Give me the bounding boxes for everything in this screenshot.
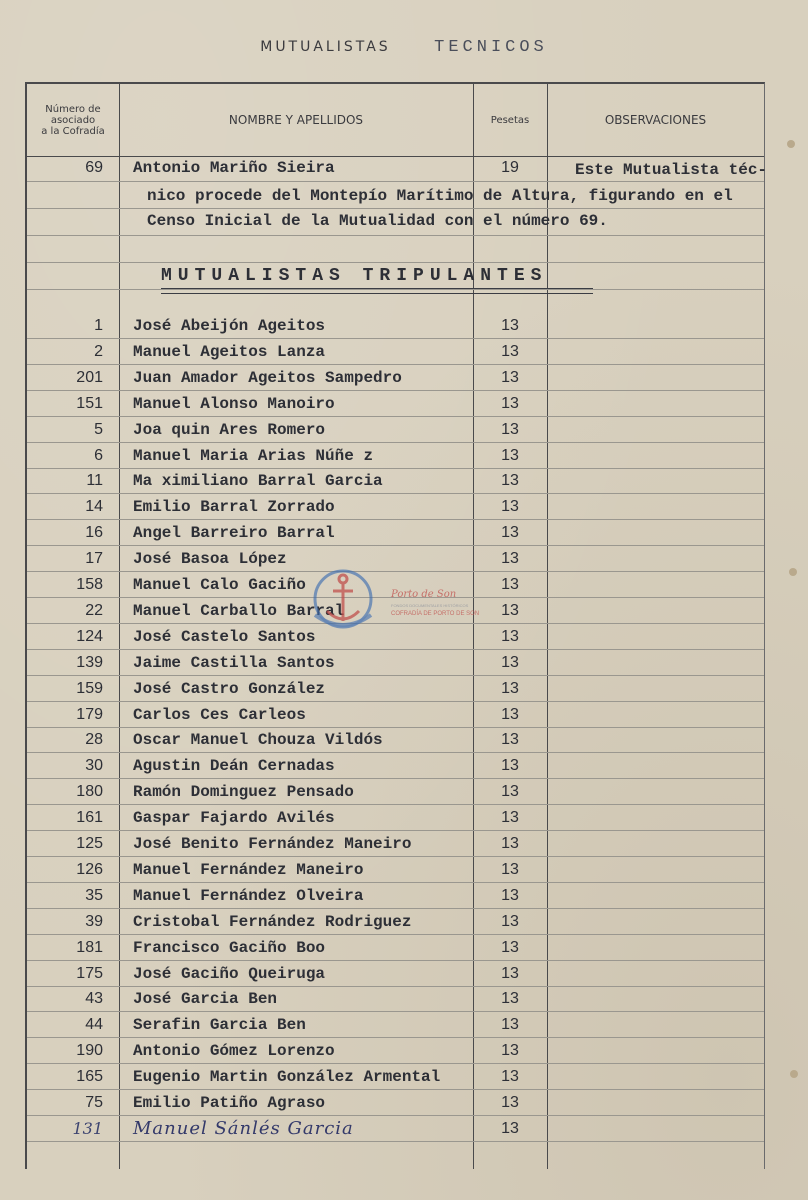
ruled-line bbox=[27, 181, 764, 182]
stamp-text-title: Porto de Son bbox=[391, 589, 457, 600]
member-name: Gaspar Fajardo Avilés bbox=[133, 809, 335, 828]
member-number: 165 bbox=[76, 1068, 103, 1086]
page-header bbox=[0, 38, 808, 57]
ruled-line bbox=[27, 701, 764, 702]
member-number: 1 bbox=[94, 317, 103, 334]
member-pesetas: 13 bbox=[501, 679, 519, 697]
ruled-line bbox=[27, 986, 764, 987]
ruled-line bbox=[27, 208, 764, 209]
member-name: Cristobal Fernández Rodriguez bbox=[133, 912, 412, 931]
member-number: 22 bbox=[85, 601, 103, 619]
header-number: Número de asociado a la Cofradía bbox=[41, 103, 105, 137]
member-pesetas: 13 bbox=[501, 368, 519, 386]
ruled-line bbox=[27, 364, 764, 365]
member-pesetas: 13 bbox=[501, 757, 519, 775]
member-number: 43 bbox=[85, 990, 103, 1008]
header-rule bbox=[27, 156, 764, 157]
column-divider bbox=[547, 84, 548, 1169]
member-pesetas: 13 bbox=[501, 886, 519, 904]
tecnico-number: 69 bbox=[85, 159, 103, 176]
member-pesetas: 13 bbox=[501, 576, 519, 593]
header-observations: OBSERVACIONES bbox=[604, 113, 707, 127]
member-number: 126 bbox=[76, 860, 103, 878]
member-pesetas: 13 bbox=[501, 705, 519, 723]
member-name: Angel Barreiro Barral bbox=[133, 524, 335, 543]
member-name: Oscar Manuel Chouza Vildós bbox=[133, 731, 383, 750]
paper-mark bbox=[787, 140, 795, 148]
member-number: 14 bbox=[85, 498, 103, 516]
header-name: NOMBRE Y APELLIDOS bbox=[228, 113, 364, 127]
paper-mark bbox=[789, 568, 797, 576]
member-number: 39 bbox=[85, 912, 103, 930]
member-number: 201 bbox=[76, 368, 103, 386]
member-name: José Garcia Ben bbox=[133, 990, 278, 1009]
member-pesetas: 13 bbox=[501, 472, 519, 490]
member-name: Manuel Maria Arias Núñe z bbox=[133, 446, 374, 465]
member-name: Joa quin Ares Romero bbox=[133, 420, 326, 439]
ruled-line bbox=[27, 675, 764, 676]
member-name: Emilio Barral Zorrado bbox=[133, 498, 335, 517]
anchor-icon bbox=[327, 575, 359, 621]
ruled-line bbox=[27, 1115, 764, 1116]
member-name: José Gaciño Queiruga bbox=[133, 964, 326, 983]
member-number: 181 bbox=[76, 938, 103, 956]
member-number: 35 bbox=[85, 886, 103, 904]
member-number: 179 bbox=[76, 705, 103, 723]
ruled-line bbox=[27, 934, 764, 935]
member-number: 190 bbox=[76, 1042, 103, 1060]
ruled-line bbox=[27, 752, 764, 753]
member-number: 158 bbox=[76, 576, 103, 593]
ruled-line bbox=[27, 338, 764, 339]
member-number: 6 bbox=[94, 446, 103, 464]
member-pesetas: 13 bbox=[501, 653, 519, 671]
member-number: 180 bbox=[76, 783, 103, 801]
member-name: Manuel Sánlés Garcia bbox=[133, 1117, 354, 1139]
ruled-line bbox=[27, 1037, 764, 1038]
typed-title: TECNICOS bbox=[434, 38, 548, 57]
member-pesetas: 13 bbox=[501, 835, 519, 852]
member-number: 161 bbox=[76, 809, 103, 827]
member-number: 75 bbox=[85, 1094, 103, 1111]
member-number: 125 bbox=[76, 835, 103, 852]
ruled-line bbox=[27, 416, 764, 417]
printed-title: MUTUALISTAS bbox=[260, 39, 391, 55]
member-name: Manuel Fernández Olveira bbox=[133, 886, 364, 905]
member-pesetas: 13 bbox=[501, 860, 519, 878]
member-number: 159 bbox=[76, 679, 103, 697]
member-number: 151 bbox=[76, 394, 103, 412]
member-number: 30 bbox=[85, 757, 103, 775]
member-name: Eugenio Martin González Armental bbox=[133, 1068, 441, 1087]
member-pesetas: 13 bbox=[501, 524, 519, 542]
member-pesetas: 13 bbox=[501, 809, 519, 827]
ruled-line bbox=[27, 390, 764, 391]
header-pesetas: Pesetas bbox=[490, 114, 530, 126]
member-pesetas: 13 bbox=[501, 342, 519, 360]
member-name: Serafin Garcia Ben bbox=[133, 1016, 306, 1035]
tecnico-name: Antonio Mariño Sieira bbox=[133, 159, 335, 177]
member-name: Carlos Ces Carleos bbox=[133, 705, 306, 724]
member-name: José Castro González bbox=[133, 679, 326, 698]
member-name: Agustin Deán Cernadas bbox=[133, 757, 335, 776]
archive-stamp bbox=[305, 555, 495, 650]
member-pesetas: 13 bbox=[501, 1042, 519, 1060]
member-name: Francisco Gaciño Boo bbox=[133, 938, 326, 957]
member-pesetas: 13 bbox=[501, 990, 519, 1008]
member-pesetas: 13 bbox=[501, 912, 519, 930]
member-name: Manuel Alonso Manoiro bbox=[133, 394, 335, 413]
member-name: Antonio Gómez Lorenzo bbox=[133, 1042, 335, 1061]
member-name: Ma ximiliano Barral Garcia bbox=[133, 472, 383, 491]
member-number: 2 bbox=[94, 342, 103, 360]
member-pesetas: 13 bbox=[501, 627, 519, 645]
ruled-line bbox=[27, 1011, 764, 1012]
member-name: José Basoa López bbox=[133, 550, 287, 569]
member-name: José Abeijón Ageitos bbox=[133, 317, 326, 335]
ruled-line bbox=[27, 1141, 764, 1142]
ruled-line bbox=[27, 856, 764, 857]
member-number: 5 bbox=[94, 420, 103, 438]
member-number: 124 bbox=[76, 627, 103, 645]
member-pesetas: 13 bbox=[501, 1016, 519, 1034]
member-pesetas: 13 bbox=[501, 783, 519, 801]
member-pesetas: 13 bbox=[501, 1068, 519, 1086]
ruled-line bbox=[27, 262, 764, 263]
member-pesetas: 13 bbox=[501, 938, 519, 956]
member-pesetas: 13 bbox=[501, 420, 519, 438]
member-pesetas: 13 bbox=[501, 1094, 519, 1111]
member-number: 28 bbox=[85, 731, 103, 749]
member-name: Manuel Ageitos Lanza bbox=[133, 342, 326, 361]
member-pesetas: 13 bbox=[501, 964, 519, 982]
ruled-line bbox=[27, 908, 764, 909]
section-underline bbox=[161, 288, 593, 294]
section-title: MUTUALISTAS TRIPULANTES bbox=[161, 266, 548, 286]
tecnico-observation-line: Censo Inicial de la Mutualidad con el número 69. bbox=[147, 212, 608, 230]
ruled-line bbox=[27, 830, 764, 831]
member-number: 16 bbox=[85, 524, 103, 542]
member-name: Manuel Carballo Barral bbox=[133, 601, 345, 620]
tecnico-pesetas: 19 bbox=[501, 159, 519, 176]
member-name: Jaime Castilla Santos bbox=[133, 653, 335, 672]
member-number: 11 bbox=[86, 472, 103, 490]
stamp-text-footer: COFRADÍA DE PORTO DE SON bbox=[391, 611, 480, 617]
ruled-line bbox=[27, 235, 764, 236]
tecnico-observation-line: nico procede del Montepío Marítimo de Altura, figurando en el bbox=[147, 187, 733, 205]
ruled-line bbox=[27, 882, 764, 883]
member-number: 175 bbox=[76, 964, 103, 982]
member-name: Ramón Dominguez Pensado bbox=[133, 783, 354, 802]
member-name: Manuel Fernández Maneiro bbox=[133, 860, 364, 879]
member-name: José Castelo Santos bbox=[133, 627, 316, 646]
paper-mark bbox=[790, 1070, 798, 1078]
member-pesetas: 13 bbox=[501, 317, 519, 334]
member-number: 139 bbox=[76, 653, 103, 671]
ruled-line bbox=[27, 804, 764, 805]
member-pesetas: 13 bbox=[501, 394, 519, 412]
stamp-text-subtitle: FONDOS DOCUMENTALES HISTÓRICOS bbox=[391, 603, 469, 608]
ruled-line bbox=[27, 519, 764, 520]
member-number: 131 bbox=[72, 1118, 103, 1138]
member-name: Emilio Patiño Agraso bbox=[133, 1094, 326, 1112]
member-pesetas: 13 bbox=[501, 498, 519, 516]
ruled-line bbox=[27, 442, 764, 443]
member-pesetas: 13 bbox=[501, 731, 519, 749]
ruled-line bbox=[27, 960, 764, 961]
ruled-line bbox=[27, 1089, 764, 1090]
member-number: 17 bbox=[85, 550, 103, 568]
ruled-line bbox=[27, 493, 764, 494]
member-pesetas: 13 bbox=[501, 550, 519, 568]
column-divider bbox=[119, 84, 120, 1169]
tecnico-observation: Este Mutualista téc- bbox=[575, 161, 768, 179]
ruled-line bbox=[27, 545, 764, 546]
ruled-line bbox=[27, 778, 764, 779]
ruled-line bbox=[27, 468, 764, 469]
member-name: Manuel Calo Gaciño bbox=[133, 576, 306, 594]
member-pesetas: 13 bbox=[501, 1119, 519, 1137]
member-pesetas: 13 bbox=[501, 446, 519, 464]
ruled-line bbox=[27, 727, 764, 728]
member-number: 44 bbox=[85, 1016, 103, 1034]
member-name: José Benito Fernández Maneiro bbox=[133, 835, 412, 853]
ruled-line bbox=[27, 1063, 764, 1064]
member-name: Juan Amador Ageitos Sampedro bbox=[133, 368, 402, 387]
member-pesetas: 13 bbox=[501, 601, 519, 619]
